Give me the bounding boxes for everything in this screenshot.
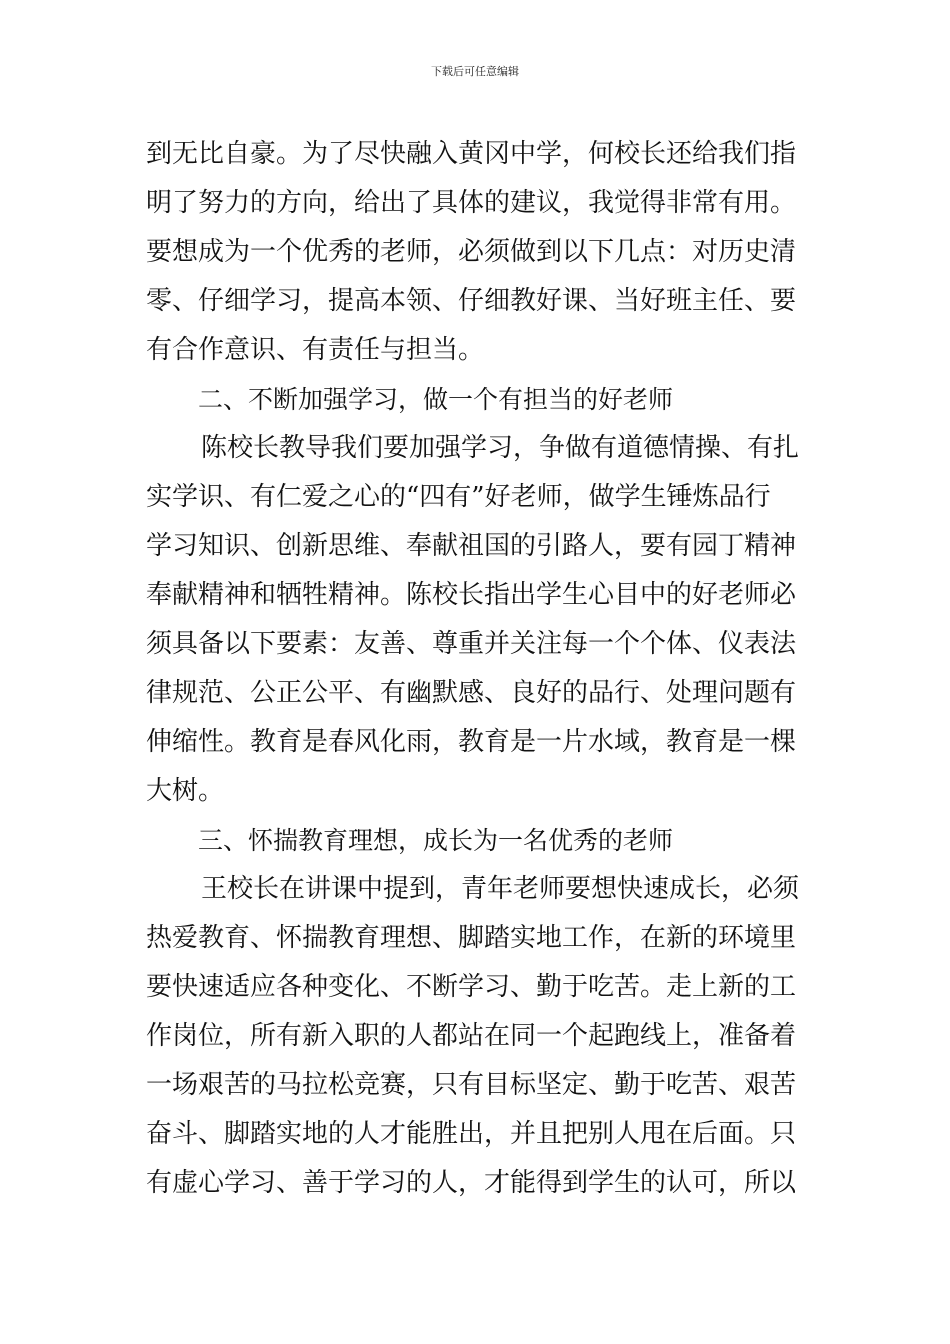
text-line: 奋斗、脚踏实地的人才能胜出，并且把别人甩在后面。只 [146, 1119, 797, 1149]
text-line: 要想成为一个优秀的老师，必须做到以下几点：对历史清 [146, 237, 797, 267]
document-body [146, 130, 810, 1208]
text-line: 零、仔细学习，提高本领、仔细教好课、当好班主任、要 [146, 286, 797, 316]
text-line: 到无比自豪。为了尽快融入黄冈中学，何校长还给我们指 [146, 139, 797, 169]
text-line: 作岗位，所有新入职的人都站在同一个起跑线上，准备着 [146, 1021, 797, 1051]
text-line: 王校长在讲课中提到，青年老师要想快速成长，必须 [201, 874, 800, 904]
section-heading [146, 375, 810, 424]
page-header: 下载后可任意编辑 [431, 65, 519, 78]
text-line: 须具备以下要素：友善、尊重并关注每一个个体、仪表法 [146, 629, 797, 659]
paragraph [146, 424, 810, 816]
text-line: 伸缩性。教育是春风化雨，教育是一片水域，教育是一棵 [146, 727, 797, 757]
text-line: 有虚心学习、善于学习的人，才能得到学生的认可，所以 [146, 1168, 797, 1198]
text-line: 实学识、有仁爱之心的“四有”好老师，做学生锤炼品行 [146, 482, 771, 512]
text-line: 陈校长教导我们要加强学习，争做有道德情操、有扎 [201, 433, 800, 463]
text-line: 要快速适应各种变化、不断学习、勤于吃苦。走上新的工 [146, 972, 797, 1002]
text-line: 学习知识、创新思维、奉献祖国的引路人，要有园丁精神 [146, 531, 797, 561]
text-line: 有合作意识、有责任与担当。 [146, 335, 485, 365]
heading-line: 三、怀揣教育理想，成长为一名优秀的老师 [198, 826, 674, 855]
text-line: 一场艰苦的马拉松竞赛，只有目标坚定、勤于吃苦、艰苦 [146, 1070, 797, 1100]
heading-line: 二、不断加强学习，做一个有担当的好老师 [198, 385, 674, 414]
text-line: 奉献精神和牺牲精神。陈校长指出学生心目中的好老师必 [146, 580, 797, 610]
text-line: 大树。 [146, 776, 225, 806]
text-line: 律规范、公正公平、有幽默感、良好的品行、处理问题有 [146, 678, 797, 708]
text-line: 明了努力的方向，给出了具体的建议，我觉得非常有用。 [146, 188, 797, 218]
text-line: 热爱教育、怀揣教育理想、脚踏实地工作，在新的环境里 [146, 923, 797, 953]
paragraph [146, 130, 810, 375]
section-heading [146, 816, 810, 865]
paragraph [146, 865, 810, 1208]
